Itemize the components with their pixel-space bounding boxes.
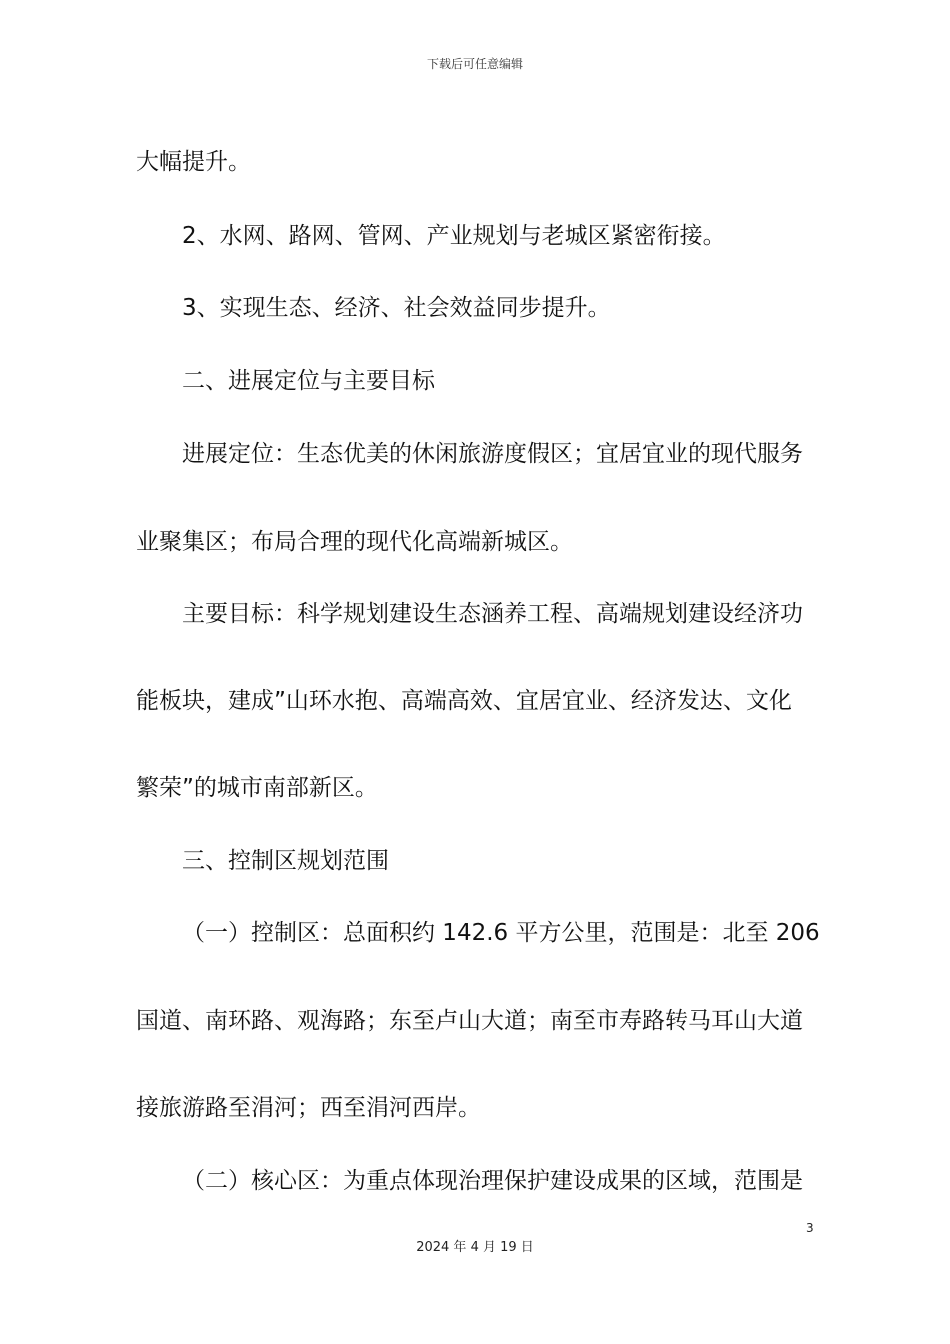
paragraph-line: 接旅游路至涓河；西至涓河西岸。 bbox=[136, 1095, 481, 1121]
paragraph-line: 2、水网、路网、管网、产业规划与老城区紧密衔接。 bbox=[182, 223, 726, 249]
page-number: 3 bbox=[806, 1221, 814, 1235]
paragraph-line: 能板块，建成”山环水抱、高端高效、宜居宜业、经济发达、文化 bbox=[136, 688, 792, 714]
page-header: 下载后可任意编辑 bbox=[426, 57, 523, 71]
paragraph-line: 国道、南环路、观海路；东至卢山大道；南至市寿路转马耳山大道 bbox=[136, 1008, 803, 1034]
section-heading: 二、进展定位与主要目标 bbox=[182, 368, 435, 394]
paragraph-line: 3、实现生态、经济、社会效益同步提升。 bbox=[182, 295, 611, 321]
paragraph-line: （一）控制区：总面积约 142.6 平方公里，范围是：北至 206 bbox=[182, 920, 820, 946]
paragraph-line: 进展定位：生态优美的休闲旅游度假区；宜居宜业的现代服务 bbox=[182, 441, 803, 467]
paragraph-line: 繁荣”的城市南部新区。 bbox=[136, 775, 378, 801]
footer-date: 2024 年 4 月 19 日 bbox=[416, 1240, 534, 1255]
paragraph-line: 大幅提升。 bbox=[136, 149, 251, 175]
paragraph-line: 主要目标：科学规划建设生态涵养工程、高端规划建设经济功 bbox=[182, 601, 803, 627]
paragraph-line: （二）核心区：为重点体现治理保护建设成果的区域，范围是 bbox=[182, 1168, 803, 1194]
paragraph-line: 业聚集区；布局合理的现代化高端新城区。 bbox=[136, 529, 573, 555]
section-heading: 三、控制区规划范围 bbox=[182, 848, 389, 874]
